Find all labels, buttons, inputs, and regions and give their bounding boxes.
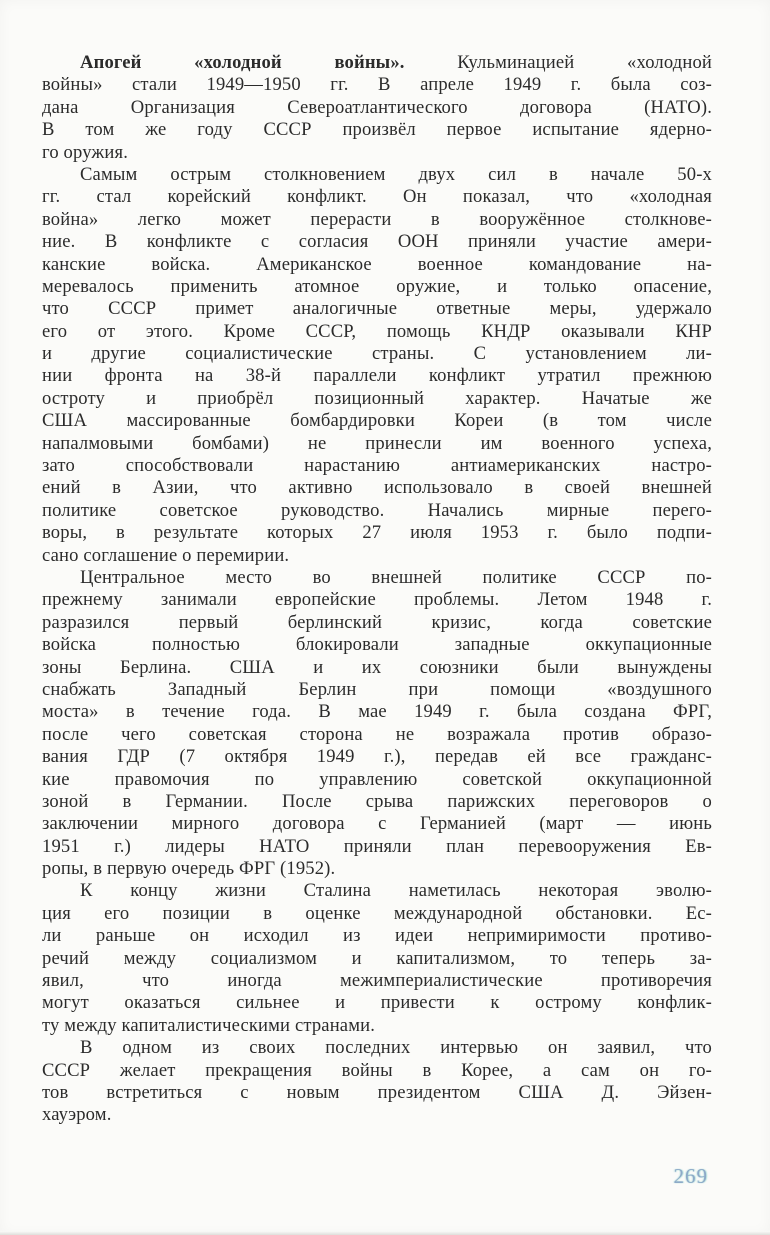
text-line: зоной в Германии. После срыва парижских переговоров о [42, 790, 712, 812]
text-line: Центральное место во внешней политике СССР по- [80, 566, 712, 588]
text-line: воры, в результате которых 27 июля 1953 г. было подпи- [42, 522, 712, 544]
text-line: канские войска. Американское военное командование на- [42, 253, 712, 275]
text-line: после чего советская сторона не возражала против образо- [42, 723, 712, 745]
text-line: 1951 г.) лидеры НАТО приняли план перевооружения Ев- [42, 835, 712, 857]
paragraph [42, 880, 712, 1037]
text-line: хауэром. [42, 1104, 112, 1126]
text-line: го оружия. [42, 141, 129, 163]
text-line: могут оказаться сильнее и привести к острому конфлик- [42, 992, 712, 1014]
text-line: разразился первый берлинский кризис, когда советские [42, 611, 712, 633]
text-line: К концу жизни Сталина наметилась некоторая эволю- [80, 880, 712, 902]
text-line: ений в Азии, что активно использовало в своей внешней [42, 477, 712, 499]
page-number: 269 [673, 1164, 708, 1188]
text-line: Самым острым столкновением двух сил в начале 50-х [80, 163, 712, 185]
paragraph [42, 1037, 712, 1127]
paragraph [42, 52, 712, 164]
text-line: его от этого. Кроме СССР, помощь КНДР оказывали КНР [42, 320, 712, 342]
text-line: война» легко может перерасти в вооружённое столкнове- [42, 208, 712, 230]
text-line: меревалось применить атомное оружие, и только опасение, [42, 275, 712, 297]
text-line: гг. стал корейский конфликт. Он показал, что «холодная [42, 186, 712, 208]
text-line: зато способствовали нарастанию антиамериканских настро- [42, 455, 712, 477]
text-line: сано соглашение о перемирии. [42, 544, 290, 566]
text-line: что СССР примет аналогичные ответные меры, удержало [42, 298, 712, 320]
text-line: заключении мирного договора с Германией (март — июнь [42, 813, 712, 835]
text-line: войска полностью блокировали западные оккупационные [42, 634, 712, 656]
text-line: Апогей «холодной войны». Кульминацией «холодной [80, 52, 712, 73]
text-line: и другие социалистические страны. С установлением ли- [42, 343, 712, 365]
paragraph [42, 164, 712, 567]
text-line: нии фронта на 38-й параллели конфликт утратил прежнюю [42, 365, 712, 387]
text-line: тов встретиться с новым президентом США Д. Эйзен- [42, 1081, 712, 1103]
text-line: ние. В конфликте с согласия ООН приняли участие амери- [42, 231, 712, 253]
text-line: В одном из своих последних интервью он заявил, что [80, 1037, 712, 1059]
text-line: В том же году СССР произвёл первое испытание ядерно- [42, 119, 712, 141]
text-block [42, 52, 712, 1127]
text-line: моста» в течение года. В мае 1949 г. была создана ФРГ, [42, 701, 712, 723]
paragraph-lead-bold: Апогей «холодной войны». [80, 52, 405, 73]
paragraph [42, 567, 712, 880]
text-line: СССР желает прекращения войны в Корее, а сам он го- [42, 1059, 712, 1081]
text-line: кие правомочия по управлению советской оккупационной [42, 768, 712, 790]
text-line: войны» стали 1949—1950 гг. В апреле 1949 г. была соз- [42, 74, 712, 96]
text-line: вания ГДР (7 октября 1949 г.), передав ей все гражданс- [42, 746, 712, 768]
text-line: напалмовыми бомбами) не принесли им военного успеха, [42, 432, 712, 454]
text-line: зоны Берлина. США и их союзники были вынуждены [42, 656, 712, 678]
text-line: снабжать Западный Берлин при помощи «воздушного [42, 678, 712, 700]
text-line: ропы, в первую очередь ФРГ (1952). [42, 858, 336, 880]
text-line: речий между социализмом и капитализмом, то теперь за- [42, 947, 712, 969]
text-line: дана Организация Североатлантического договора (НАТО). [42, 96, 712, 118]
text-line: США массированные бомбардировки Кореи (в том числе [42, 410, 712, 432]
text-line: ция его позиции в оценке международной обстановки. Ес- [42, 902, 712, 924]
text-line: остроту и приобрёл позиционный характер. Начатые же [42, 387, 712, 409]
text-line: политике советское руководство. Начались мирные перего- [42, 499, 712, 521]
text-line: прежнему занимали европейские проблемы. Летом 1948 г. [42, 589, 712, 611]
text-line: ли раньше он исходил из идеи непримиримости противо- [42, 925, 712, 947]
text-line: явил, что иногда межимпериалистические противоречия [42, 970, 712, 992]
text-line: ту между капиталистическими странами. [42, 1014, 376, 1036]
